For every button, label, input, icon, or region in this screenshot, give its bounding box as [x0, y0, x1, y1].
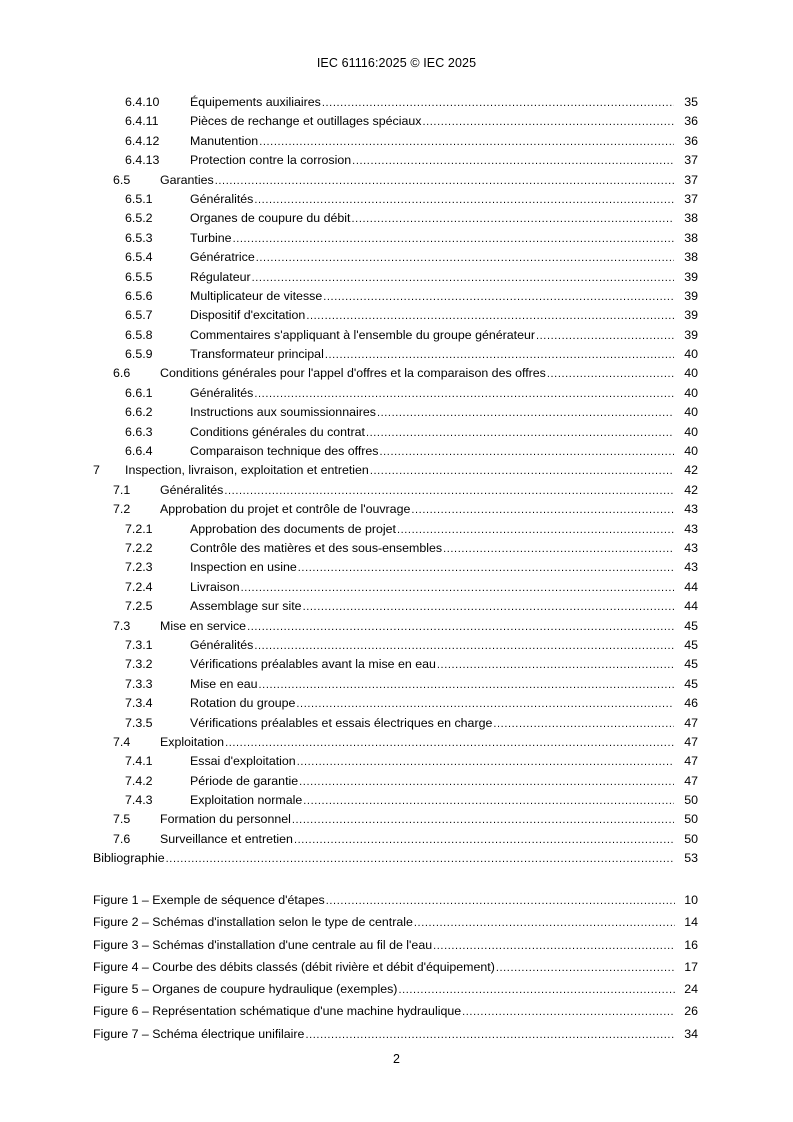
figure-entry-title: Figure 3 – Schémas d'installation d'une centrale au fil de l'eau — [93, 934, 433, 956]
toc-entry-leader — [190, 694, 675, 714]
dot-leader — [306, 307, 675, 326]
toc-entry[interactable] — [0, 539, 793, 558]
dot-leader — [380, 443, 676, 462]
toc-entry-page: 38 — [674, 229, 698, 248]
toc-entry-leader — [190, 190, 675, 210]
toc-entry-title: Vérifications préalables et essais électriques en charge — [190, 714, 493, 733]
toc-entry-title: Période de garantie — [190, 772, 299, 791]
toc-entry-page: 43 — [674, 500, 698, 519]
dot-leader — [352, 210, 675, 229]
toc-entry-page: 43 — [674, 539, 698, 558]
figure-entry[interactable] — [0, 911, 793, 933]
toc-entry-leader — [160, 810, 675, 830]
toc-entry[interactable] — [0, 675, 793, 694]
toc-entry[interactable] — [0, 326, 793, 345]
toc-entry-leader — [160, 364, 675, 384]
toc-entry-page: 38 — [674, 248, 698, 267]
dot-leader — [496, 957, 675, 979]
toc-entry-title: Régulateur — [190, 268, 252, 287]
toc-entry-page: 37 — [674, 190, 698, 209]
toc-entry-number: 6.5.6 — [125, 288, 153, 303]
dot-leader — [536, 327, 675, 346]
toc-entry-number: 6.5.1 — [125, 191, 153, 206]
toc-entry-leader — [190, 151, 675, 171]
toc-entry-title: Inspection, livraison, exploitation et entretien — [125, 461, 370, 480]
toc-entry-title: Contrôle des matières et des sous-ensembles — [190, 539, 443, 558]
toc-entry-title: Généralités — [190, 190, 254, 209]
toc-entry-page: 42 — [674, 481, 698, 500]
toc-entry-title: Protection contre la corrosion — [190, 151, 352, 170]
toc-entry-leader — [160, 481, 675, 501]
toc-entry-leader — [190, 248, 675, 268]
toc-entry[interactable] — [0, 461, 793, 480]
toc-entry-number: 6.5.9 — [125, 347, 153, 362]
toc-entry-number: 6.4.10 — [125, 95, 160, 109]
toc-entry[interactable] — [0, 442, 793, 461]
dot-leader — [166, 850, 675, 869]
toc-entry-number: 7.5 — [113, 812, 131, 827]
toc-entry-leader — [190, 423, 675, 443]
toc-entry-title: Garanties — [160, 171, 215, 190]
toc-entry-page: 45 — [674, 655, 698, 674]
toc-entry-number: 7.2.2 — [125, 540, 153, 555]
toc-entry-leader — [160, 733, 675, 753]
toc-entry[interactable] — [0, 830, 793, 849]
figure-entry-page: 14 — [684, 915, 698, 930]
toc-entry-number: 7.3.4 — [125, 696, 153, 711]
toc-entry[interactable] — [0, 849, 793, 868]
dot-leader — [215, 172, 675, 191]
toc-entry-number: 7.3.2 — [125, 657, 153, 672]
figure-entry-page: 17 — [684, 959, 698, 974]
toc-entry-title: Pièces de rechange et outillages spéciaux — [190, 112, 422, 131]
toc-entry-leader — [190, 714, 675, 734]
toc-entry-page: 38 — [674, 209, 698, 228]
toc-entry-number: 7.4 — [113, 734, 131, 749]
toc-entry-number: 6.5.8 — [125, 327, 153, 342]
toc-entry-page: 37 — [674, 171, 698, 190]
toc-entry[interactable] — [0, 93, 793, 112]
toc-entry-number: 7.1 — [113, 482, 131, 497]
figure-entry[interactable] — [0, 1023, 793, 1045]
dot-leader — [256, 249, 675, 268]
toc-entry-number: 6.5 — [113, 172, 131, 187]
toc-entry-leader — [190, 752, 675, 772]
toc-entry[interactable] — [0, 112, 793, 131]
dot-leader — [414, 912, 675, 934]
page-number: 2 — [393, 1052, 400, 1066]
figure-entry-leader — [93, 1000, 675, 1023]
toc-entry-page: 50 — [674, 810, 698, 829]
toc-entry-page: 44 — [674, 578, 698, 597]
toc-entry-leader — [190, 345, 675, 365]
toc-entry-number: 7.2.4 — [125, 579, 153, 594]
dot-leader — [443, 540, 675, 559]
toc-entry-page: 36 — [674, 112, 698, 131]
toc-entry[interactable] — [0, 403, 793, 422]
toc-entry-number: 7.3 — [113, 618, 131, 633]
toc-entry-title: Généralités — [160, 481, 224, 500]
toc-entry[interactable] — [0, 345, 793, 364]
toc-entry-title: Rotation du groupe — [190, 694, 296, 713]
toc-entry[interactable] — [0, 248, 793, 267]
toc-entry-title: Généralités — [190, 384, 254, 403]
toc-entry-title: Multiplicateur de vitesse — [190, 287, 323, 306]
toc-entry-title: Approbation du projet et contrôle de l'ouvrage — [160, 500, 411, 519]
toc-entry-title: Turbine — [190, 229, 233, 248]
dot-leader — [397, 521, 675, 540]
figure-entry-leader — [93, 956, 675, 979]
toc-entry[interactable] — [0, 655, 793, 674]
toc-entry[interactable] — [0, 132, 793, 151]
toc-entry-page: 46 — [674, 694, 698, 713]
dot-leader — [323, 288, 675, 307]
toc-entry-page: 45 — [674, 617, 698, 636]
toc-entry-number: 7.2 — [113, 502, 131, 517]
toc-entry-page: 37 — [674, 151, 698, 170]
toc-entry-leader — [190, 675, 675, 695]
toc-entry-page: 47 — [674, 714, 698, 733]
dot-leader — [241, 579, 675, 598]
dot-leader — [259, 676, 675, 695]
toc-entry-leader — [190, 558, 675, 578]
toc-entry-page: 40 — [674, 423, 698, 442]
dot-leader — [294, 831, 675, 850]
page-header: IEC 61116:2025 © IEC 2025 — [316, 56, 477, 70]
toc-entry-leader — [190, 384, 675, 404]
toc-entry-title: Généralités — [190, 636, 254, 655]
dot-leader — [298, 559, 675, 578]
toc-entry-title: Livraison — [190, 578, 241, 597]
toc-entry-page: 39 — [674, 306, 698, 325]
toc-entry-number: 7.4.1 — [125, 754, 153, 769]
toc-entry[interactable] — [0, 384, 793, 403]
toc-entry-page: 50 — [674, 830, 698, 849]
dot-leader — [411, 501, 675, 520]
dot-leader — [305, 1024, 675, 1046]
dot-leader — [366, 424, 675, 443]
figure-entry-page: 34 — [684, 1026, 698, 1041]
toc-entry-title: Génératrice — [190, 248, 256, 267]
toc-entry[interactable] — [0, 306, 793, 325]
toc-entry-number: 7.2.5 — [125, 599, 153, 614]
figure-entry[interactable] — [0, 889, 793, 911]
toc-entry-title: Conditions générales du contrat — [190, 423, 366, 442]
figure-entry-leader — [93, 889, 675, 912]
dot-leader — [292, 811, 675, 830]
figure-entry-title: Figure 4 – Courbe des débits classés (débit rivière et débit d'équipement) — [93, 956, 496, 978]
toc-entry-title: Manutention — [190, 132, 259, 151]
toc-entry-leader — [190, 772, 675, 792]
toc-entry-page: 53 — [674, 849, 698, 868]
toc-entry[interactable] — [0, 810, 793, 829]
toc-entry-number: 7.4.3 — [125, 793, 153, 808]
dot-leader — [254, 191, 675, 210]
toc-entry-leader — [190, 442, 675, 462]
toc-entry-page: 43 — [674, 558, 698, 577]
dot-leader — [224, 482, 675, 501]
toc-entry[interactable] — [0, 190, 793, 209]
toc-entry[interactable] — [0, 500, 793, 519]
toc-entry[interactable] — [0, 733, 793, 752]
toc-entry-leader — [190, 93, 675, 113]
toc-entry-leader — [125, 461, 675, 481]
toc-entry-title: Exploitation normale — [190, 791, 303, 810]
dot-leader — [296, 695, 675, 714]
toc-entry-leader — [190, 578, 675, 598]
toc-entry-title: Surveillance et entretien — [160, 830, 294, 849]
toc-entry[interactable] — [0, 752, 793, 771]
figure-entry[interactable] — [0, 978, 793, 1000]
figure-entry-page: 24 — [684, 982, 698, 997]
toc-entry-leader — [160, 171, 675, 191]
toc-entry-number: 7 — [93, 463, 100, 478]
toc-entry-title: Commentaires s'appliquant à l'ensemble du groupe générateur — [190, 326, 536, 345]
toc-entry-leader — [160, 617, 675, 637]
toc-entry-title: Mise en eau — [190, 675, 259, 694]
figure-entry-page: 10 — [684, 893, 698, 907]
dot-leader — [259, 133, 675, 152]
toc-entry-leader — [190, 132, 675, 152]
toc-entry-title: Bibliographie — [93, 849, 166, 868]
toc-entry-number: 6.4.12 — [125, 133, 160, 148]
toc-entry-leader — [190, 655, 675, 675]
toc-entry-number: 6.4.11 — [125, 114, 159, 129]
toc-entry[interactable] — [0, 268, 793, 287]
dot-leader — [233, 230, 675, 249]
toc-entry[interactable] — [0, 287, 793, 306]
toc-entry-page: 36 — [674, 132, 698, 151]
toc-entry-number: 7.2.1 — [125, 521, 153, 536]
toc-entry-page: 39 — [674, 287, 698, 306]
dot-leader — [437, 656, 675, 675]
figure-entry-title: Figure 6 – Représentation schématique d'une machine hydraulique — [93, 1000, 462, 1022]
figure-entry[interactable] — [0, 1000, 793, 1022]
toc-entry-leader — [160, 500, 675, 520]
toc-entry-page: 40 — [674, 403, 698, 422]
dot-leader — [325, 346, 675, 365]
toc-entry-leader — [190, 209, 675, 229]
toc-entry[interactable] — [0, 151, 793, 170]
toc-entry-page: 40 — [674, 364, 698, 383]
dot-leader — [254, 637, 675, 656]
toc-entry[interactable] — [0, 772, 793, 791]
toc-entry-title: Organes de coupure du débit — [190, 209, 352, 228]
toc-entry-page: 42 — [674, 461, 698, 480]
toc-entry-number: 6.6.2 — [125, 405, 153, 420]
toc-entry-title: Mise en service — [160, 617, 247, 636]
table-of-contents — [0, 93, 793, 869]
toc-entry-number: 6.5.5 — [125, 269, 153, 284]
toc-entry-page: 47 — [674, 733, 698, 752]
dot-leader — [303, 598, 675, 617]
toc-entry-leader — [190, 326, 675, 346]
toc-entry[interactable] — [0, 578, 793, 597]
figure-entry-title: Figure 7 – Schéma électrique unifilaire — [93, 1023, 305, 1045]
toc-entry[interactable] — [0, 171, 793, 190]
list-of-figures — [0, 889, 793, 1045]
toc-entry-number: 6.6.1 — [125, 385, 153, 400]
dot-leader — [422, 113, 675, 132]
toc-entry-page: 45 — [674, 675, 698, 694]
dot-leader — [303, 792, 675, 811]
toc-entry[interactable] — [0, 229, 793, 248]
figure-entry[interactable] — [0, 956, 793, 978]
toc-entry-title: Inspection en usine — [190, 558, 298, 577]
toc-entry-title: Instructions aux soumissionnaires — [190, 403, 377, 422]
dot-leader — [326, 890, 675, 912]
toc-entry-page: 45 — [674, 636, 698, 655]
toc-entry-number: 6.6.3 — [125, 424, 153, 439]
toc-entry-page: 47 — [674, 752, 698, 771]
figure-entry-title: Figure 2 – Schémas d'installation selon le type de centrale — [93, 911, 414, 933]
dot-leader — [299, 773, 675, 792]
toc-entry-number: 6.6.4 — [125, 444, 153, 459]
toc-entry-number: 6.5.3 — [125, 230, 153, 245]
toc-entry-title: Transformateur principal — [190, 345, 325, 364]
toc-entry-title: Formation du personnel — [160, 810, 292, 829]
toc-entry-page: 50 — [674, 791, 698, 810]
toc-entry-title: Comparaison technique des offres — [190, 442, 380, 461]
dot-leader — [225, 734, 675, 753]
toc-entry-leader — [190, 539, 675, 559]
toc-entry-leader — [190, 597, 675, 617]
toc-entry-title: Dispositif d'excitation — [190, 306, 306, 325]
toc-entry-page: 35 — [674, 93, 698, 112]
figure-entry-page: 26 — [684, 1004, 698, 1019]
dot-leader — [254, 385, 675, 404]
dot-leader — [352, 152, 675, 171]
toc-entry-number: 7.6 — [113, 831, 131, 846]
toc-entry-leader — [190, 791, 675, 811]
toc-entry-leader — [190, 268, 675, 288]
dot-leader — [322, 94, 675, 113]
toc-entry-leader — [93, 849, 675, 869]
toc-entry-number: 6.5.2 — [125, 211, 153, 226]
dot-leader — [247, 618, 675, 637]
figure-entry-title: Figure 5 – Organes de coupure hydraulique (exemples) — [93, 978, 398, 1000]
toc-entry-title: Équipements auxiliaires — [190, 93, 322, 112]
toc-entry[interactable] — [0, 791, 793, 810]
dot-leader — [433, 935, 675, 957]
dot-leader — [398, 979, 675, 1001]
toc-entry-leader — [190, 229, 675, 249]
dot-leader — [370, 462, 675, 481]
dot-leader — [252, 269, 675, 288]
dot-leader — [462, 1001, 675, 1023]
toc-entry[interactable] — [0, 423, 793, 442]
toc-entry-title: Essai d'exploitation — [190, 752, 297, 771]
figure-entry-leader — [93, 1023, 675, 1046]
toc-entry-title: Conditions générales pour l'appel d'offres et la comparaison des offres — [160, 364, 547, 383]
dot-leader — [493, 715, 675, 734]
toc-entry-leader — [190, 636, 675, 656]
figure-entry-title: Figure 1 – Exemple de séquence d'étapes — [93, 889, 326, 911]
toc-entry-leader — [190, 306, 675, 326]
toc-entry-leader — [190, 520, 675, 540]
toc-entry-page: 44 — [674, 597, 698, 616]
toc-entry-page: 40 — [674, 384, 698, 403]
toc-entry-number: 7.4.2 — [125, 773, 153, 788]
toc-entry[interactable] — [0, 558, 793, 577]
toc-entry-number: 7.3.1 — [125, 637, 153, 652]
toc-entry-title: Assemblage sur site — [190, 597, 303, 616]
dot-leader — [547, 365, 675, 384]
toc-entry[interactable] — [0, 520, 793, 539]
dot-leader — [377, 404, 675, 423]
toc-entry-title: Vérifications préalables avant la mise en eau — [190, 655, 437, 674]
toc-entry[interactable] — [0, 694, 793, 713]
toc-entry[interactable] — [0, 714, 793, 733]
toc-entry-leader — [160, 830, 675, 850]
figure-entry[interactable] — [0, 934, 793, 956]
figure-entry-leader — [93, 978, 675, 1001]
toc-entry-title: Approbation des documents de projet — [190, 520, 397, 539]
toc-entry-number: 6.4.13 — [125, 153, 160, 168]
dot-leader — [297, 753, 675, 772]
toc-entry[interactable] — [0, 636, 793, 655]
toc-entry-page: 40 — [674, 345, 698, 364]
toc-entry[interactable] — [0, 209, 793, 228]
toc-entry-leader — [190, 287, 675, 307]
toc-entry[interactable] — [0, 617, 793, 636]
toc-entry[interactable] — [0, 481, 793, 500]
toc-entry-number: 6.5.7 — [125, 308, 153, 323]
toc-entry[interactable] — [0, 597, 793, 616]
toc-entry-number: 7.3.3 — [125, 676, 153, 691]
figure-entry-leader — [93, 934, 675, 957]
toc-entry-leader — [190, 112, 675, 132]
toc-entry-leader — [190, 403, 675, 423]
toc-entry-page: 39 — [674, 326, 698, 345]
toc-entry-number: 7.2.3 — [125, 560, 153, 575]
figure-entry-leader — [93, 911, 675, 934]
toc-entry-number: 6.6 — [113, 366, 131, 381]
toc-entry-page: 47 — [674, 772, 698, 791]
figure-entry-page: 16 — [684, 937, 698, 952]
toc-entry-number: 6.5.4 — [125, 250, 153, 265]
toc-entry-title: Exploitation — [160, 733, 225, 752]
toc-entry-number: 7.3.5 — [125, 715, 153, 730]
toc-entry-page: 39 — [674, 268, 698, 287]
toc-entry[interactable] — [0, 364, 793, 383]
toc-entry-page: 43 — [674, 520, 698, 539]
toc-entry-page: 40 — [674, 442, 698, 461]
